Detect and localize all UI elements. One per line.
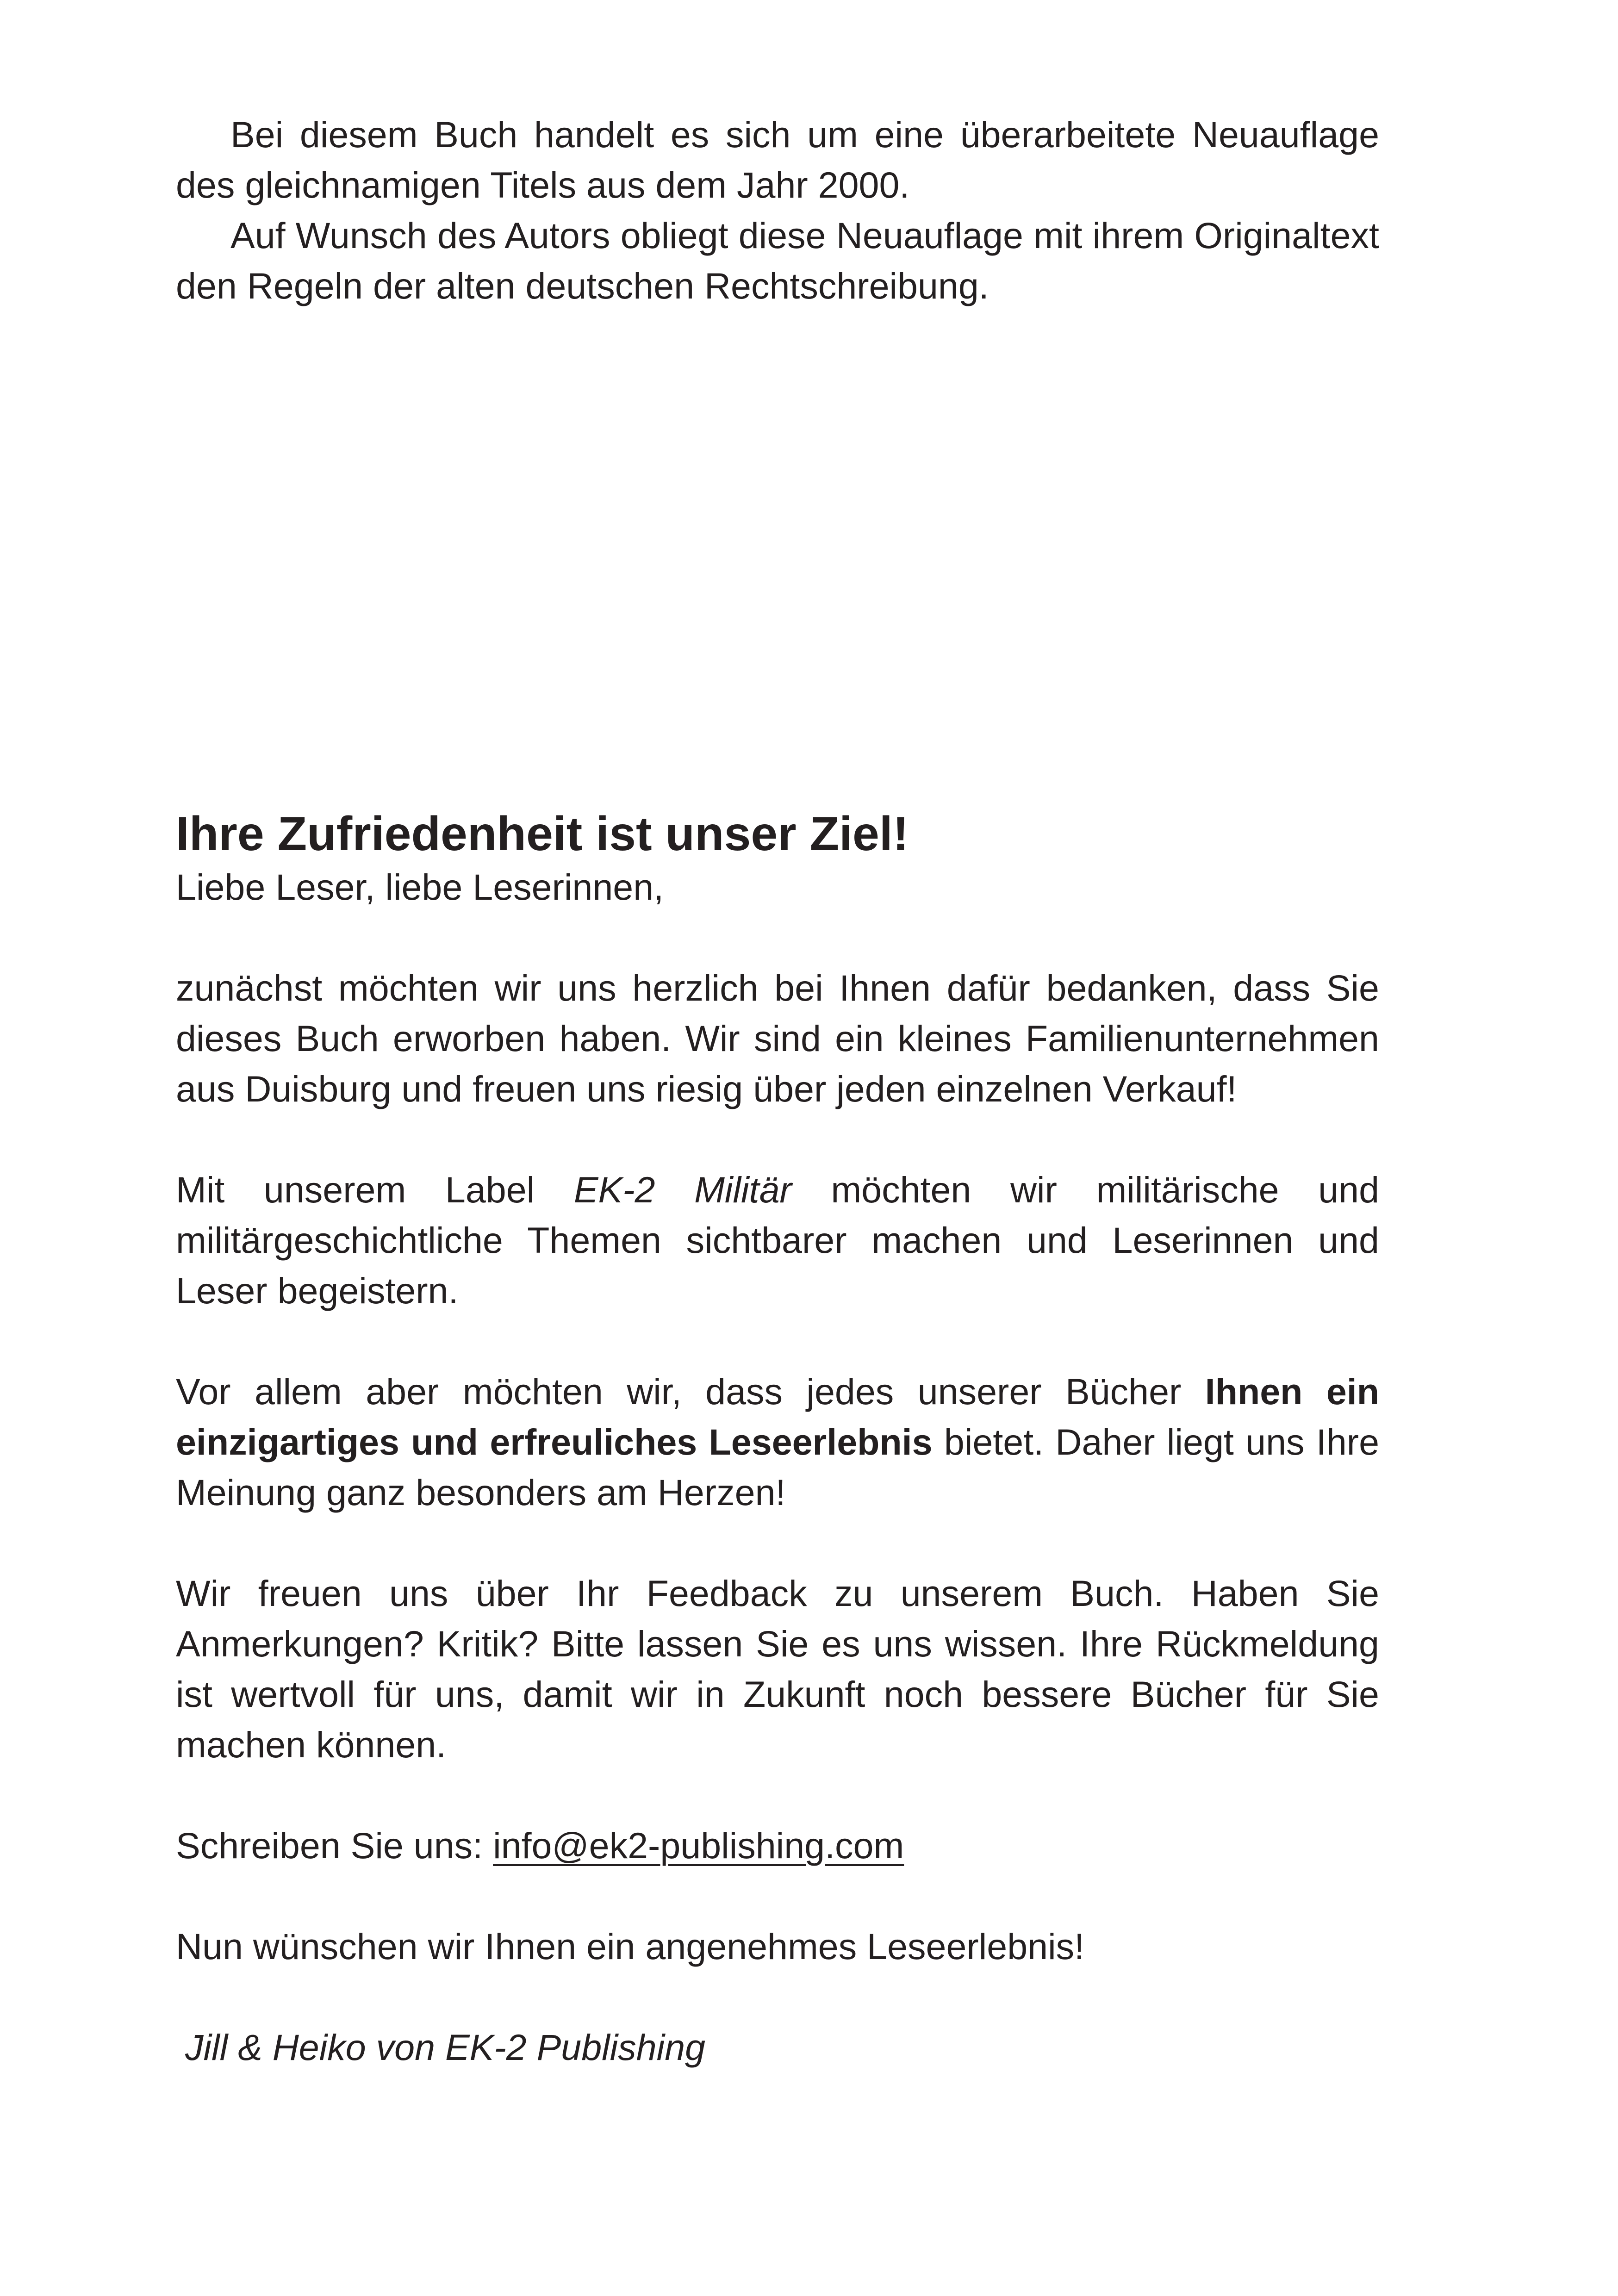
spelling-note-paragraph: Auf Wunsch des Autors obliegt diese Neuauflage mit ihrem Originaltext den Regeln der alten deutschen Rechtschreibung.: [176, 215, 1379, 306]
email-link[interactable]: info@ek2-publishing.com: [493, 1825, 904, 1866]
edition-note-paragraph: Bei diesem Buch handelt es sich um eine überarbeitete Neuauflage des gleichnamigen Titels aus dem Jahr 2000.: [176, 114, 1379, 205]
goal-paragraph: [176, 1366, 1379, 1518]
feedback-paragraph: Wir freuen uns über Ihr Feedback zu unserem Buch. Haben Sie Anmerkungen? Kritik? Bitte lassen Sie es uns wissen. Ihre Rückmeldung ist wertvoll für uns, damit wir in Zukunft noch bessere Bücher für Sie machen können.: [176, 1573, 1379, 1765]
label-paragraph-before: Mit unserem Label: [176, 1169, 574, 1210]
label-paragraph-after: möchten wir militärische und militärgeschichtliche Themen sichtbarer machen und Leserinnen und Leser begeistern.: [176, 1169, 1380, 1311]
reader-letter: [176, 806, 1379, 2072]
thanks-paragraph: zunächst möchten wir uns herzlich bei Ihnen dafür bedanken, dass Sie dieses Buch erworben haben. Wir sind ein kleines Familienunternehmen aus Duisburg und freuen uns riesig über jeden einzelnen Verkauf!: [176, 967, 1379, 1109]
goal-paragraph-after: bietet. Daher liegt uns Ihre Meinung ganz besonders am Herzen!: [176, 1421, 1380, 1513]
signature: Jill & Heiko von EK-2 Publishing: [185, 2027, 706, 2068]
closing-line: Nun wünschen wir Ihnen ein angenehmes Leseerlebnis!: [176, 1926, 1085, 1967]
label-name: EK-2 Militär: [573, 1169, 792, 1210]
label-paragraph: [176, 1164, 1379, 1316]
contact-label: Schreiben Sie uns:: [176, 1825, 493, 1866]
goal-emphasis: Ihnen ein einzigartiges und erfreuliches Leseerlebnis: [176, 1371, 1379, 1462]
letter-heading: Ihre Zufriedenheit ist unser Ziel!: [176, 807, 909, 861]
contact-line: [176, 1820, 1379, 1871]
salutation: Liebe Leser, liebe Leserinnen,: [176, 866, 664, 908]
edition-note: [176, 109, 1379, 311]
goal-paragraph-before: Vor allem aber möchten wir, dass jedes unserer Bücher: [176, 1371, 1205, 1412]
